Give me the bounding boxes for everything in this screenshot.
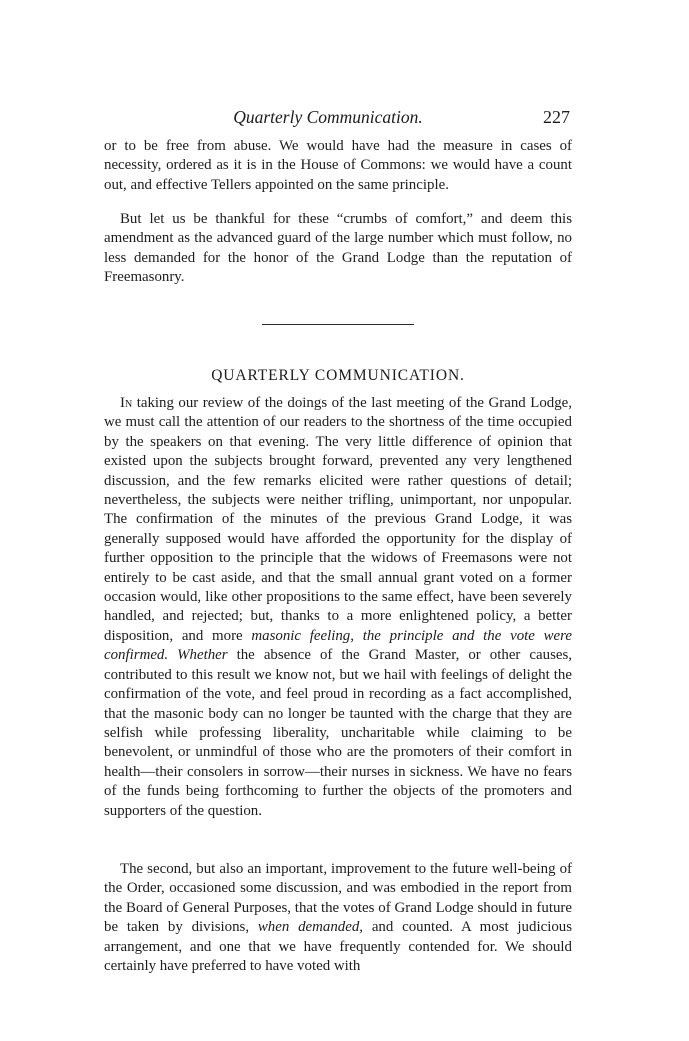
paragraph-second-improvement <box>104 860 572 976</box>
paragraph-text: But let us be thankful for these “crumbs of comfort,” and deem this amendment as the advanced guard of the large number which must follow, no less demanded for the honor of the Grand Lodge than the reputation of Freemasonry. <box>104 211 572 286</box>
paragraph-quarterly-review <box>104 394 572 821</box>
paragraph-text <box>104 860 572 976</box>
italic-text-segment: when demanded, <box>257 919 364 936</box>
text-segment: The second, but also an important, improvement to the future well-being of the Order, occasioned some discussion, and was embodied in the report from the Board of General Purposes, that the votes of Grand Lodge should in future be taken by divisions, <box>104 861 572 936</box>
text-segment: and counted. A most judicious arrangement, and one that we have frequently contended for. We should certainly have preferred to have voted with <box>104 919 573 975</box>
paragraph-continuation <box>104 137 572 195</box>
section-title: QUARTERLY COMMUNICATION. <box>211 367 465 384</box>
page-number: 227 <box>543 107 570 127</box>
paragraph-text: or to be free from abuse. We would have had the measure in cases of necessity, ordered as it is in the House of Commons: we would have a count out, and effective Tellers appointed on the same principle. <box>104 138 572 193</box>
running-header <box>104 106 572 128</box>
paragraph-text <box>104 394 572 821</box>
opening-word: In <box>120 395 133 411</box>
text-segment: the absence of the Grand Master, or other causes, contributed to this result we know not, but we hail with feelings of delight the confirmation of the vote, and feel proud in recording as a fact accomplished, that the masonic body can no longer be taunted with the charge that they are selfish while professing liberality, uncharitable while claiming to be benevolent, or unmindful of those who are the promoters of their comfort in health—their consolers in sorrow—their nurses in sickness. We have no fears of the funds being forthcoming to further the objects of the promoters and supporters of the question. <box>104 647 572 819</box>
italic-text-segment: masonic feeling, the principle and the vote were confirmed. Whether <box>104 627 573 664</box>
section-divider-rule <box>262 324 414 325</box>
paragraph-crumbs-of-comfort <box>104 210 572 288</box>
text-segment: taking our review of the doings of the last meeting of the Grand Lodge, we must call the attention of our readers to the shortness of the time occupied by the speakers on that evening. The very little difference of opinion that existed upon the subjects brought forward, prevented any very lengthened discussion, and the few remarks elicited were rather questions of detail; nevertheless, the subjects were neither trifling, unimportant, nor unpopular. The confirmation of the minutes of the previous Grand Lodge, it was generally supposed would have afforded the opportunity for the display of further opposition to the principle that the widows of Freemasons were not entirely to be cast aside, and that the small annual grant voted on a former occasion would, like other propositions to the same effect, have been severely handled, and rejected; but, thanks to a more enlightened policy, a better disposition, and more <box>104 395 572 644</box>
running-title: Quarterly Communication. <box>233 107 423 127</box>
